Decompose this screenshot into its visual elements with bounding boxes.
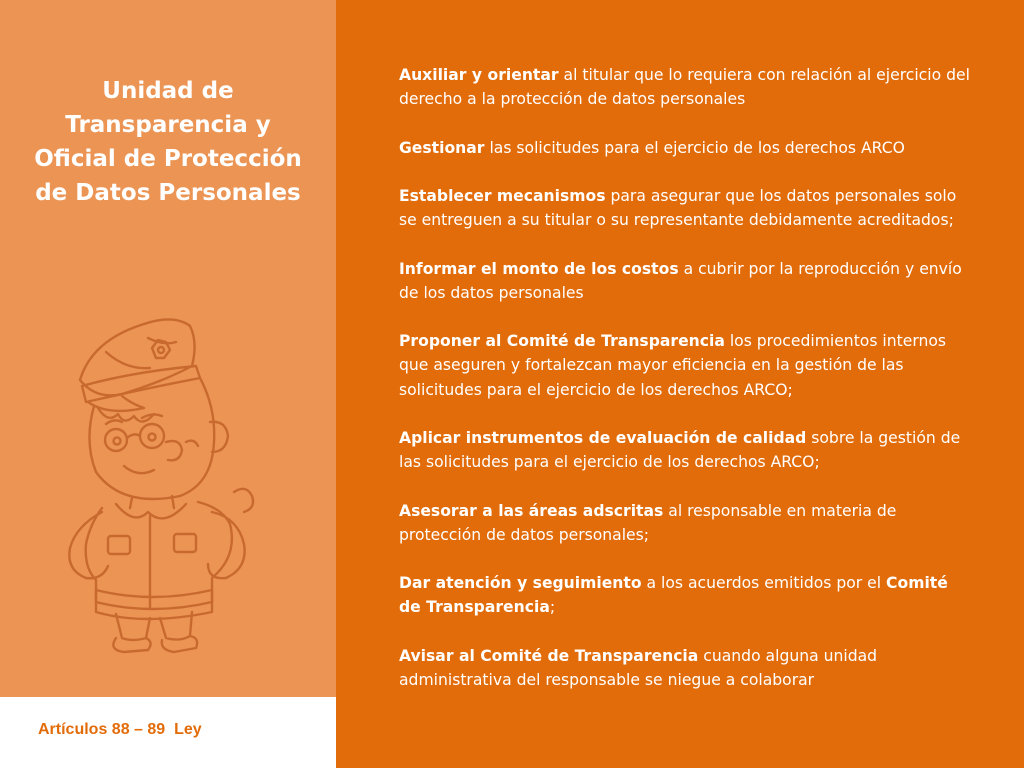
item-text: los procedimientos internos que aseguren y fortalezcan mayor eficiencia en la gestión de las solicitudes para el ejercicio de los derechos ARCO; — [399, 332, 947, 399]
list-item — [399, 571, 974, 619]
eye-left — [149, 434, 156, 441]
item-bold-text: Gestionar — [399, 138, 485, 157]
list-item — [399, 257, 974, 305]
slide-title — [18, 74, 318, 210]
glasses-bridge — [127, 434, 140, 438]
item-bold-text: Establecer mecanismos — [399, 186, 606, 205]
police-officer-illustration — [62, 312, 277, 657]
list-item — [399, 184, 974, 232]
item-bold-text: Avisar al Comité de Transparencia — [399, 646, 699, 665]
item-text: ; — [549, 598, 556, 617]
item-text: a cubrir por la reproducción y envío de los datos personales — [399, 259, 962, 302]
cheek — [186, 441, 198, 446]
item-bold-text: Proponer al Comité de Transparencia — [399, 332, 725, 351]
title-line: Unidad de — [102, 78, 234, 104]
hand — [234, 489, 253, 512]
cap-visor — [88, 396, 144, 411]
footer-reference: Artículos 88 – 89 Ley — [38, 721, 202, 738]
pocket-right — [174, 534, 196, 552]
item-bold-text: Dar atención y seguimiento — [399, 574, 642, 593]
item-bold-text: Informar el monto de los costos — [399, 259, 679, 278]
item-bold-text: Comité de Transparencia — [399, 574, 948, 617]
right-arm — [208, 512, 245, 578]
list-item — [399, 63, 974, 111]
item-text: cuando alguna unidad administrativa del responsable se niegue a colaborar — [399, 646, 878, 689]
list-item — [399, 499, 974, 547]
item-text: al responsable en materia de protección de datos personales; — [399, 501, 897, 544]
list-item — [399, 426, 974, 474]
list-item — [399, 136, 974, 160]
glasses-left — [140, 424, 164, 448]
item-text: a los acuerdos emitidos por el — [641, 574, 887, 593]
item-text: al titular que lo requiera con relación al ejercicio del derecho a la protección de datos personales — [399, 66, 970, 109]
item-text: sobre la gestión de las solicitudes para el ejercicio de los derechos ARCO; — [399, 428, 961, 472]
cap-crown-shape — [80, 319, 195, 395]
list-item — [399, 644, 974, 692]
title-line: Oficial de Protección — [34, 146, 302, 172]
item-bold-text: Auxiliar y orientar — [399, 66, 559, 84]
item-text: para asegurar que los datos personales solo se entreguen a su titular o su representante debidamente acreditados; — [399, 186, 957, 230]
cap-badge-center — [158, 347, 164, 353]
pocket-left — [108, 536, 130, 554]
responsibilities-list — [399, 63, 974, 692]
mouth — [124, 466, 154, 473]
nose — [166, 441, 182, 460]
list-item — [399, 329, 974, 402]
item-bold-text: Asesorar a las áreas adscritas — [399, 501, 664, 520]
item-bold-text: Aplicar instrumentos de evaluación de calidad — [399, 428, 807, 447]
eye-right — [114, 438, 121, 445]
glasses-right — [105, 429, 127, 451]
title-line: Transparencia y — [65, 112, 271, 138]
title-line: de Datos Personales — [35, 180, 301, 206]
item-text: las solicitudes para el ejercicio de los derechos ARCO — [484, 138, 905, 157]
belt — [96, 590, 212, 609]
